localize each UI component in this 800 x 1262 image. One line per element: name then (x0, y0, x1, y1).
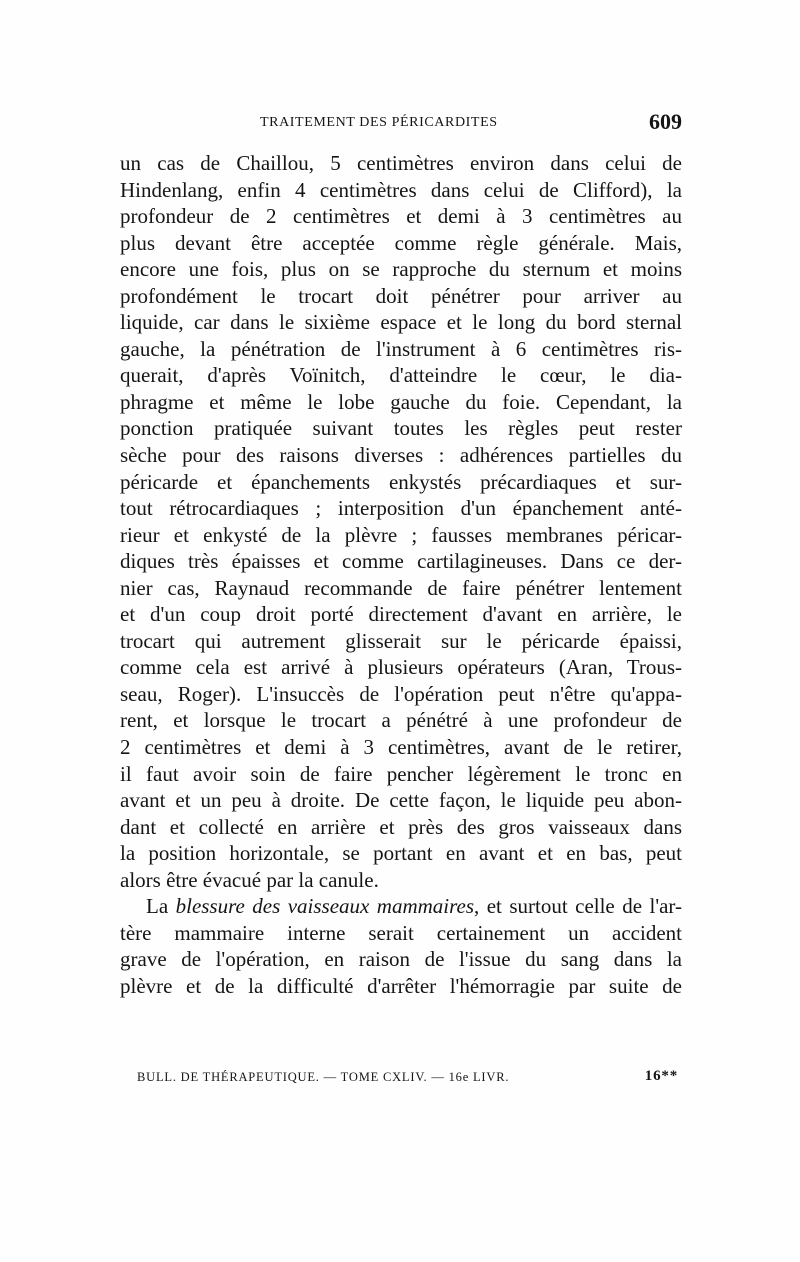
text-line: seau, Roger). L'insuccès de l'opération peut n'être qu'appa- (120, 681, 682, 706)
text-line: ponction pratiquée suivant toutes les règles peut rester (120, 416, 682, 441)
italic-phrase: blessure des vaisseaux mammaires (175, 894, 475, 919)
text-line: querait, d'après Voïnitch, d'atteindre le cœur, le dia- (120, 363, 682, 388)
text-line: il faut avoir soin de faire pencher légèrement le tronc en (120, 761, 682, 786)
text-line: tère mammaire interne serait certainement un accident (120, 920, 682, 945)
text-line: trocart qui autrement glisserait sur le péricarde épaissi, (120, 628, 682, 653)
text-line: avant et un peu à droite. De cette façon, le liquide peu abon- (120, 788, 682, 813)
text-line: la position horizontale, se portant en avant et en bas, peut (120, 841, 682, 866)
text-line: alors être évacué par la canule. (120, 867, 379, 892)
text-line: 2 centimètres et demi à 3 centimètres, avant de le retirer, (120, 735, 682, 760)
text-line: tout rétrocardiaques ; interposition d'un épanchement anté- (120, 496, 682, 521)
body-text (120, 150, 682, 1000)
footer-signature: BULL. DE THÉRAPEUTIQUE. — TOME CXLIV. — 16e LIVR. (137, 1070, 510, 1084)
text-line: rent, et lorsque le trocart a pénétré à une profondeur de (120, 708, 682, 733)
text-line: nier cas, Raynaud recommande de faire pénétrer lentement (120, 575, 682, 600)
footer-sheet-mark: 16** (644, 1068, 678, 1084)
text-line: un cas de Chaillou, 5 centimètres environ dans celui de (120, 151, 682, 175)
text-line: gauche, la pénétration de l'instrument à 6 centimètres ris- (120, 336, 682, 361)
text-line: dant et collecté en arrière et près des gros vaisseaux dans (120, 814, 682, 839)
running-head-title: TRAITEMENT DES PÉRICARDITES (260, 115, 498, 130)
text-line: encore une fois, plus on se rapproche du sternum et moins (120, 257, 682, 282)
page-footer (137, 1070, 682, 1092)
text-line: plus devant être acceptée comme règle générale. Mais, (120, 230, 682, 255)
text-line: profondément le trocart doit pénétrer pour arriver au (120, 283, 682, 308)
text-line: phragme et même le lobe gauche du foie. Cependant, la (120, 389, 682, 414)
text-line: plèvre et de la difficulté d'arrêter l'hémorragie par suite de (120, 973, 682, 998)
para-lead: La (146, 894, 176, 919)
text-line: rieur et enkysté de la plèvre ; fausses membranes péricar- (120, 522, 682, 547)
text-line: péricarde et épanchements enkystés précardiaques et sur- (120, 469, 682, 494)
text-line: et d'un coup droit porté directement d'avant en arrière, le (120, 602, 682, 627)
running-head (120, 109, 682, 143)
para-rest: , et surtout celle de l'ar- (474, 894, 682, 919)
text-line: diques très épaisses et comme cartilagineuses. Dans ce der- (120, 549, 682, 574)
text-line: liquide, car dans le sixième espace et le long du bord sternal (120, 310, 682, 335)
text-line: grave de l'opération, en raison de l'issue du sang dans la (120, 947, 682, 972)
text-line: comme cela est arrivé à plusieurs opérateurs (Aran, Trous- (120, 655, 682, 680)
text-line: profondeur de 2 centimètres et demi à 3 centimètres au (120, 204, 682, 229)
text-line: sèche pour des raisons diverses : adhérences partielles du (120, 443, 682, 468)
text-line: Hindenlang, enfin 4 centimètres dans celui de Clifford), la (120, 177, 682, 202)
paragraph-start-line (120, 893, 682, 920)
page-number: 609 (649, 109, 682, 134)
